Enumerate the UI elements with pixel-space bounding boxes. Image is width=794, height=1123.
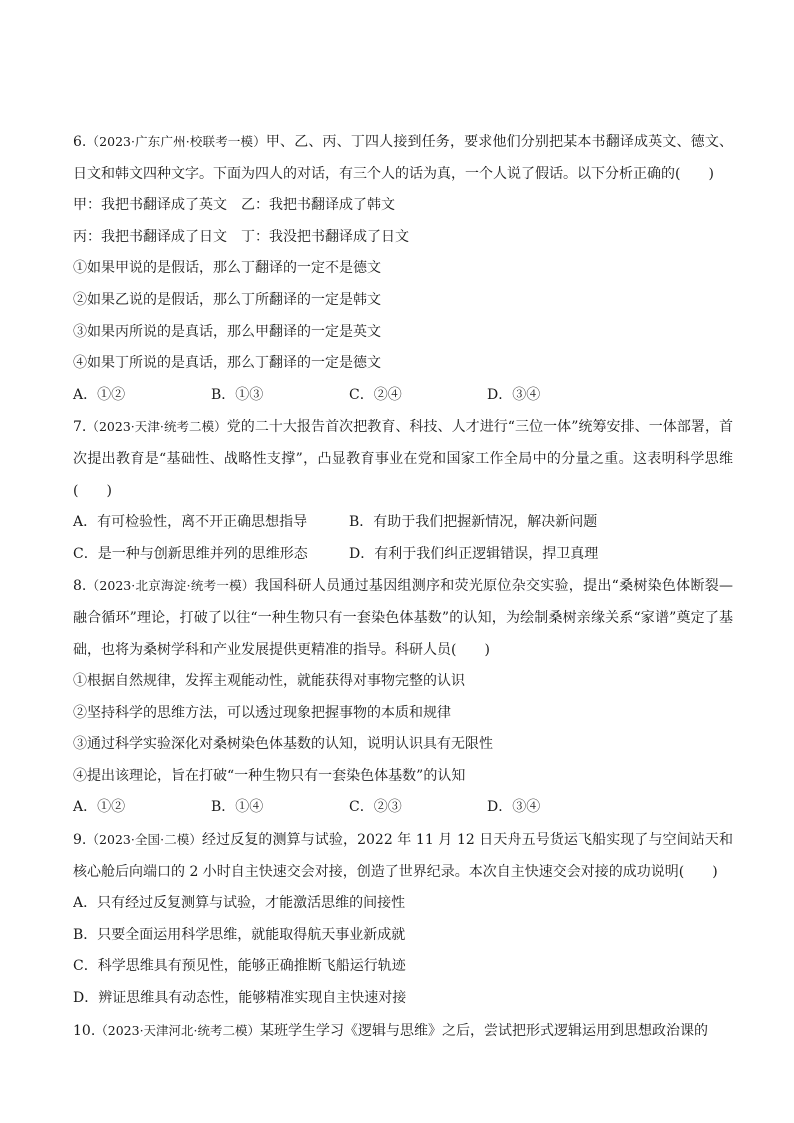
question-number: 7. bbox=[73, 419, 87, 436]
question-stem: 我国科研人员通过基因组测序和荧光原位杂交实验，提出“桑树染色体断裂—融合循环”理论，打破了以往“一种生物只有一套染色体基数”的认知，为绘制桑树亲缘关系“家谱”奠定了基础，也将为桑树学科和产业发展提供更精准的指导。科研人员( ) bbox=[73, 578, 733, 658]
option-d: D．辨证思维具有动态性，能够精准实现自主快速对接 bbox=[73, 990, 407, 1007]
question-9-stem-block bbox=[73, 824, 733, 888]
question-source: （2023·全国·二模） bbox=[86, 832, 203, 848]
statement-line: ②坚持科学的思维方法，可以透过现象把握事物的本质和规律 bbox=[73, 704, 451, 721]
statement-line: ②如果乙说的是假话，那么丁所翻译的一定是韩文 bbox=[73, 291, 381, 308]
question-8-stem-block bbox=[73, 570, 733, 666]
option-d: D．③④ bbox=[487, 799, 541, 816]
exam-page bbox=[73, 126, 733, 1047]
question-7 bbox=[73, 411, 733, 570]
question-10-stem-block bbox=[73, 1015, 733, 1048]
option-c: C．是一种与创新思维并列的思维形态 bbox=[73, 545, 308, 562]
option-c: C．②③ bbox=[349, 799, 402, 816]
options-row bbox=[73, 380, 733, 412]
option-b: B．①③ bbox=[211, 386, 264, 403]
question-stem: 甲、乙、丙、丁四人接到任务，要求他们分别把某本书翻译成英文、德文、日文和韩文四种文字。下面为四人的对话，有三个人的话为真，一个人说了假话。以下分析正确的( ) bbox=[73, 134, 733, 182]
question-10 bbox=[73, 1015, 733, 1048]
question-7-stem-block bbox=[73, 411, 733, 507]
statement-line: 丙：我把书翻译成了日文 丁：我没把书翻译成了日文 bbox=[73, 228, 409, 245]
question-source: （2023·广东广州·校联考一模） bbox=[86, 134, 266, 149]
statement-line: ③通过科学实验深化对桑树染色体基数的认知，说明认识具有无限性 bbox=[73, 736, 493, 753]
question-6 bbox=[73, 126, 733, 411]
statement-line: ①如果甲说的是假话，那么丁翻译的一定不是德文 bbox=[73, 260, 381, 277]
question-6-stem-block bbox=[73, 126, 733, 190]
statement-line: ③如果丙所说的是真话，那么甲翻译的一定是英文 bbox=[73, 323, 381, 340]
question-number: 8. bbox=[73, 578, 87, 595]
question-source: （2023·天津河北·统考二模） bbox=[95, 1022, 261, 1038]
option-d: D．有利于我们纠正逻辑错误，捍卫真理 bbox=[349, 545, 599, 562]
statement-line: ①根据自然规律，发挥主观能动性，就能获得对事物完整的认识 bbox=[73, 673, 465, 690]
question-stem: 经过反复的测算与试验，2022 年 11 月 12 日天舟五号货运飞船实现了与空间站天和核心舱后向端口的 2 小时自主快速交会对接，创造了世界纪录。本次自主快速交会对接的成功说明( ) bbox=[73, 832, 733, 880]
question-stem: 党的二十大报告首次把教育、科技、人才进行“三位一体”统筹安排、一体部署，首次提出教育是“基础性、战略性支撑”，凸显教育事业在党和国家工作全局中的分量之重。这表明科学思维( ) bbox=[73, 419, 733, 499]
question-number: 6. bbox=[73, 134, 87, 150]
option-c: C．科学思维具有预见性，能够正确推断飞船运行轨迹 bbox=[73, 958, 406, 975]
option-a: A．只有经过反复测算与试验，才能激活思维的间接性 bbox=[73, 895, 406, 912]
options-row bbox=[73, 539, 733, 571]
option-c: C．②④ bbox=[349, 386, 402, 403]
question-source: （2023·天津·统考二模） bbox=[86, 419, 227, 435]
question-number: 9. bbox=[73, 832, 87, 849]
question-9 bbox=[73, 824, 733, 1015]
option-b: B．①④ bbox=[211, 799, 264, 816]
question-8 bbox=[73, 570, 733, 824]
statement-line: ④提出该理论，旨在打破“一种生物只有一套染色体基数”的认知 bbox=[73, 767, 466, 784]
option-a: A．①② bbox=[73, 386, 126, 403]
statement-line: ④如果丁所说的是真话，那么丁翻译的一定是德文 bbox=[73, 355, 381, 372]
question-stem: 某班学生学习《逻辑与思维》之后，尝试把形式逻辑运用到思想政治课的 bbox=[260, 1022, 709, 1039]
option-a: A．①② bbox=[73, 799, 126, 816]
question-number: 10. bbox=[73, 1022, 96, 1039]
option-d: D．③④ bbox=[487, 386, 541, 403]
options-row bbox=[73, 792, 733, 824]
options-row bbox=[73, 507, 733, 539]
option-a: A．有可检验性，离不开正确思想指导 bbox=[73, 514, 308, 531]
option-b: B．有助于我们把握新情况，解决新问题 bbox=[349, 514, 598, 531]
option-b: B．只要全面运用科学思维，就能取得航天事业新成就 bbox=[73, 926, 406, 943]
statement-line: 甲：我把书翻译成了英文 乙：我把书翻译成了韩文 bbox=[73, 197, 395, 214]
question-source: （2023·北京海淀·统考一模） bbox=[86, 578, 255, 594]
